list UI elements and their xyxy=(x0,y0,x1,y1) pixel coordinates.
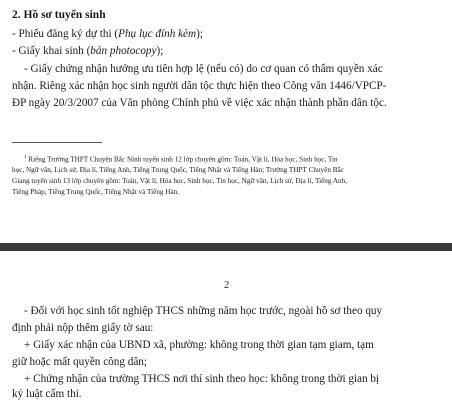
footnote-line: Giang tuyển sinh 13 lớp chuyên gồm: Toán, Vật lí, Hóa học, Sinh học, Tin học, Ngữ văn, Lịch sử, Địa lí, Tiếng Anh, xyxy=(12,177,348,185)
paragraph-line: giữ hoặc mất quyền công dân; xyxy=(12,356,147,368)
paragraph-line: - Đối với học sinh tốt nghiệp THCS những năm học trước, ngoài hồ sơ theo quy xyxy=(24,305,383,317)
paragraph-line: kỷ luật cấm thi. xyxy=(12,388,82,400)
page-number: 2 xyxy=(224,280,230,291)
footnote-line: $^1$ Riêng Trường THPT Chuyên Bắc Ninh tuyển sinh 12 lớp chuyên gồm: Toán, Vật lí, Hóa học, Sinh học, Tin xyxy=(24,155,338,164)
page-break-bar xyxy=(0,243,452,251)
paragraph-line: + Giấy xác nhận của UBND xã, phường: không trong thời gian tạm giam, tạm xyxy=(24,339,374,351)
paragraph-line: nhận. Riêng xác nhận học sinh người dân tộc thực hiện theo Công văn 1446/VPCP- xyxy=(12,80,387,92)
list-item-registration-form: - Phiếu đăng ký dự thi (Phụ lục đính kèm); xyxy=(12,28,203,40)
footnote-line: học, Ngữ văn, Lịch sử, Địa lí, Tiếng Anh, Tiếng Trung Quốc, Tiếng Nhật và Tiếng Hàn; Trường THPT Chuyên Bắc xyxy=(12,166,344,174)
paragraph-line: - Giấy chứng nhận hưởng ưu tiên hợp lệ (nếu có) do cơ quan có thẩm quyền xác xyxy=(24,63,383,75)
paragraph-line: ĐP ngày 20/3/2007 của Văn phòng Chính phủ về việc xác nhận thành phần dân tộc. xyxy=(12,97,387,109)
paragraph-line: định phải nộp thêm giấy tờ sau: xyxy=(12,322,154,334)
paragraph-line: + Chứng nhận của trường THCS nơi thí sinh theo học: không trong thời gian bị xyxy=(24,373,380,385)
footnote-marker: 1 xyxy=(24,155,27,160)
footnote-divider xyxy=(12,142,102,143)
section-heading: 2. Hồ sơ tuyển sinh xyxy=(12,9,106,21)
footnote-line: Tiếng Pháp, Tiếng Trung Quốc, Tiếng Nhật và Tiếng Hàn. xyxy=(12,188,180,196)
list-item-birth-certificate: - Giấy khai sinh (bản photocopy); xyxy=(12,45,164,57)
